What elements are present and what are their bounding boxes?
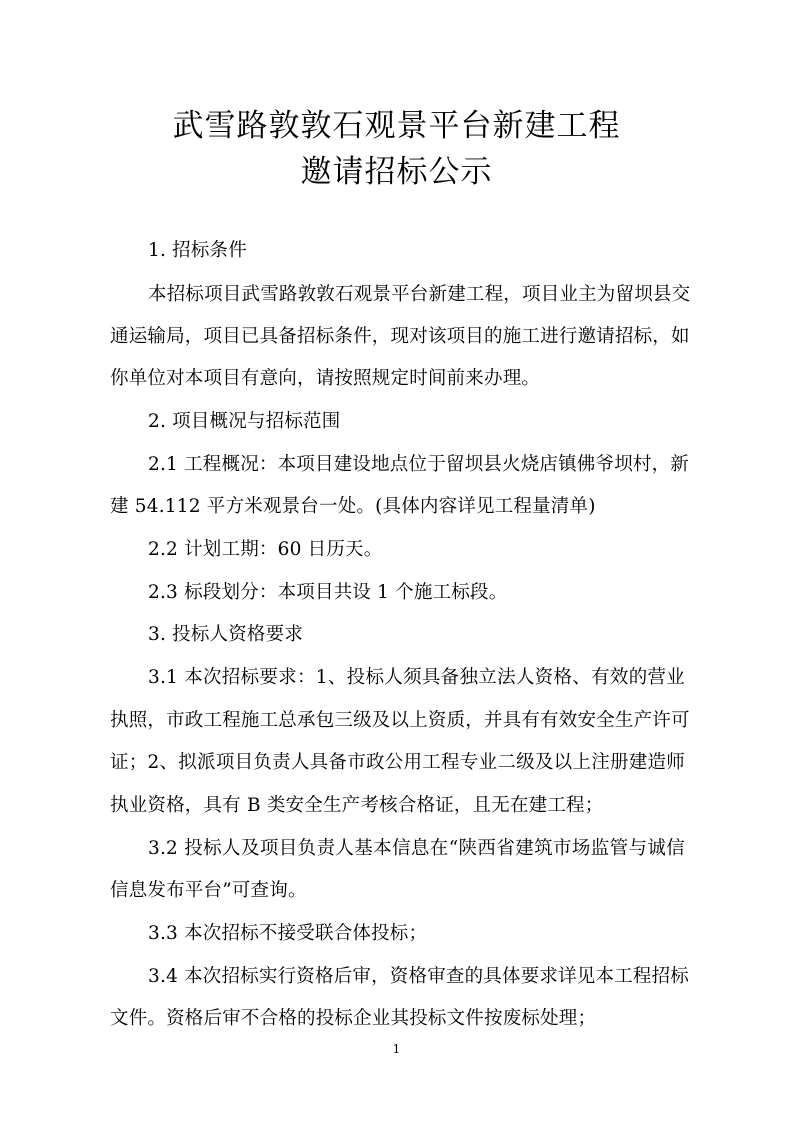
paragraph-line: 3.4 本次招标实行资格后审，资格审查的具体要求详见本工程招标: [148, 966, 690, 987]
document-title-line-1: 武雪路敦敦石观景平台新建工程: [172, 108, 621, 144]
paragraph-line: 建 54.112 平方米观景台一处。(具体内容详见工程量清单): [110, 496, 596, 517]
paragraph-line: 2.1 工程概况：本项目建设地点位于留坝县火烧店镇佛爷坝村，新: [148, 454, 690, 475]
section-heading-3: 3. 投标人资格要求: [148, 624, 304, 645]
paragraph-line: 通运输局，项目已具备招标条件，现对该项目的施工进行邀请招标，如: [110, 326, 690, 347]
page-number: 1: [392, 1042, 401, 1056]
section-heading-2: 2. 项目概况与招标范围: [148, 411, 341, 432]
paragraph-line: 执照，市政工程施工总承包三级及以上资质，并具有有效安全生产许可: [110, 710, 690, 731]
paragraph-line: 3.3 本次招标不接受联合体投标；: [148, 923, 428, 944]
paragraph-line: 本招标项目武雪路敦敦石观景平台新建工程，项目业主为留坝县交: [148, 284, 691, 305]
document-title-line-2: 邀请招标公示: [300, 154, 493, 190]
paragraph-line: 执业资格，具有 B 类安全生产考核合格证，且无在建工程；: [110, 795, 604, 816]
section-heading-1: 1. 招标条件: [148, 240, 247, 261]
paragraph-line: 3.2 投标人及项目负责人基本信息在“陕西省建筑市场监管与诚信: [148, 838, 685, 859]
paragraph-line: 2.3 标段划分：本项目共设 1 个施工标段。: [148, 582, 508, 603]
paragraph-line: 证；2、拟派项目负责人具备市政公用工程专业二级及以上注册建造师: [110, 752, 685, 773]
paragraph-line: 2.2 计划工期：60 日历天。: [148, 539, 383, 560]
paragraph-line: 文件。资格后审不合格的投标企业其投标文件按废标处理；: [110, 1008, 597, 1029]
paragraph-line: 你单位对本项目有意向，请按照规定时间前来办理。: [110, 368, 541, 389]
paragraph-line: 信息发布平台”可查询。: [110, 880, 307, 901]
paragraph-line: 3.1 本次招标要求：1、投标人须具备独立法人资格、有效的营业: [148, 667, 685, 688]
